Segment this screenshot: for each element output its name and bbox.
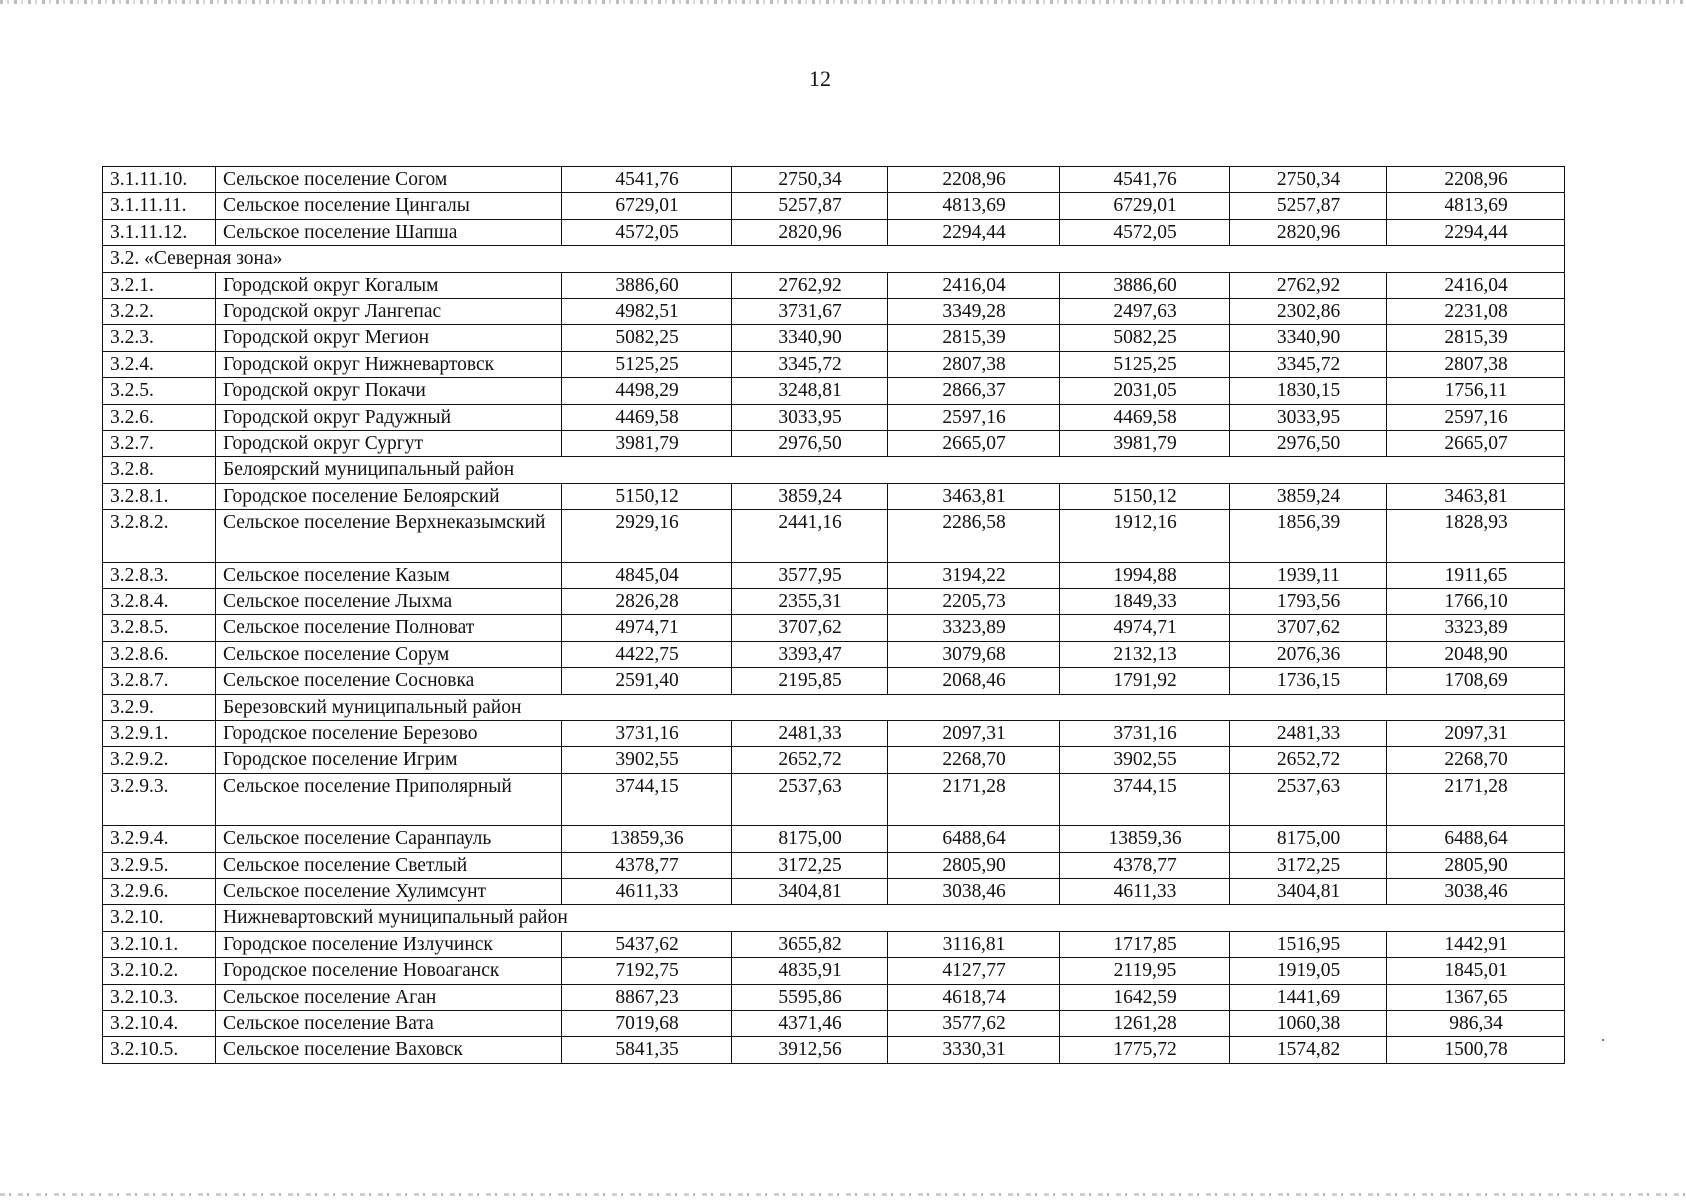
value-cell-1: 5841,35 (562, 1037, 732, 1063)
table-row (103, 720, 1565, 746)
value-cell-2: 5595,86 (732, 984, 888, 1010)
value-cell-1: 5437,62 (562, 931, 732, 957)
value-cell-2: 2481,33 (732, 720, 888, 746)
settlement-name: Сельское поселение Казым (216, 562, 562, 588)
value-cell-2: 5257,87 (732, 193, 888, 219)
value-cell-2: 2537,63 (732, 773, 888, 826)
value-cell-5: 5257,87 (1230, 193, 1387, 219)
value-cell-3: 2097,31 (888, 720, 1060, 746)
value-cell-4: 2119,95 (1060, 958, 1230, 984)
value-cell-3: 3323,89 (888, 615, 1060, 641)
value-cell-6: 4813,69 (1387, 193, 1565, 219)
value-cell-2: 3731,67 (732, 298, 888, 324)
row-code: 3.2.6. (103, 404, 216, 430)
value-cell-1: 4498,29 (562, 378, 732, 404)
value-cell-4: 1791,92 (1060, 668, 1230, 694)
value-cell-4: 5082,25 (1060, 325, 1230, 351)
row-code: 3.2.10.2. (103, 958, 216, 984)
value-cell-3: 3079,68 (888, 641, 1060, 667)
table-row (103, 773, 1565, 826)
value-cell-4: 2132,13 (1060, 641, 1230, 667)
value-cell-3: 2294,44 (888, 219, 1060, 245)
row-code: 3.2.8.6. (103, 641, 216, 667)
value-cell-3: 3038,46 (888, 878, 1060, 904)
value-cell-5: 1856,39 (1230, 510, 1387, 563)
row-code: 3.2.8.4. (103, 588, 216, 614)
value-cell-2: 2820,96 (732, 219, 888, 245)
value-cell-6: 2097,31 (1387, 720, 1565, 746)
value-cell-6: 1845,01 (1387, 958, 1565, 984)
group-row (103, 905, 1565, 931)
row-code: 3.2.9.6. (103, 878, 216, 904)
value-cell-4: 4974,71 (1060, 615, 1230, 641)
value-cell-1: 5082,25 (562, 325, 732, 351)
value-cell-6: 986,34 (1387, 1010, 1565, 1036)
value-cell-4: 4611,33 (1060, 878, 1230, 904)
settlement-name: Сельское поселение Полноват (216, 615, 562, 641)
value-cell-6: 3463,81 (1387, 483, 1565, 509)
value-cell-2: 2355,31 (732, 588, 888, 614)
row-code: 3.2.8.1. (103, 483, 216, 509)
value-cell-1: 4422,75 (562, 641, 732, 667)
group-row (103, 694, 1565, 720)
value-cell-1: 8867,23 (562, 984, 732, 1010)
row-code: 3.2.9.2. (103, 747, 216, 773)
value-cell-2: 3340,90 (732, 325, 888, 351)
value-cell-1: 4378,77 (562, 852, 732, 878)
value-cell-6: 1708,69 (1387, 668, 1565, 694)
settlement-name: Городской округ Когалым (216, 272, 562, 298)
value-cell-5: 1060,38 (1230, 1010, 1387, 1036)
value-cell-2: 4835,91 (732, 958, 888, 984)
value-cell-3: 2815,39 (888, 325, 1060, 351)
value-cell-4: 4378,77 (1060, 852, 1230, 878)
value-cell-4: 1642,59 (1060, 984, 1230, 1010)
value-cell-1: 3731,16 (562, 720, 732, 746)
row-code: 3.2.8.3. (103, 562, 216, 588)
value-cell-3: 2268,70 (888, 747, 1060, 773)
value-cell-1: 7192,75 (562, 958, 732, 984)
value-cell-5: 1441,69 (1230, 984, 1387, 1010)
value-cell-6: 2294,44 (1387, 219, 1565, 245)
value-cell-6: 1911,65 (1387, 562, 1565, 588)
settlement-name: Городское поселение Белоярский (216, 483, 562, 509)
table-row (103, 430, 1565, 456)
value-cell-2: 4371,46 (732, 1010, 888, 1036)
value-cell-2: 2750,34 (732, 167, 888, 193)
value-cell-4: 1775,72 (1060, 1037, 1230, 1063)
value-cell-1: 3744,15 (562, 773, 732, 826)
value-cell-4: 2497,63 (1060, 298, 1230, 324)
value-cell-6: 2805,90 (1387, 852, 1565, 878)
settlement-name: Сельское поселение Вата (216, 1010, 562, 1036)
settlement-name: Городское поселение Новоаганск (216, 958, 562, 984)
value-cell-4: 3731,16 (1060, 720, 1230, 746)
value-cell-5: 3859,24 (1230, 483, 1387, 509)
value-cell-4: 3902,55 (1060, 747, 1230, 773)
value-cell-5: 3404,81 (1230, 878, 1387, 904)
value-cell-2: 3393,47 (732, 641, 888, 667)
value-cell-2: 3859,24 (732, 483, 888, 509)
table-row (103, 193, 1565, 219)
value-cell-2: 3707,62 (732, 615, 888, 641)
value-cell-2: 3345,72 (732, 351, 888, 377)
value-cell-4: 1849,33 (1060, 588, 1230, 614)
value-cell-6: 3323,89 (1387, 615, 1565, 641)
settlement-name: Сельское поселение Светлый (216, 852, 562, 878)
value-cell-6: 2807,38 (1387, 351, 1565, 377)
settlement-name: Сельское поселение Лыхма (216, 588, 562, 614)
value-cell-2: 3404,81 (732, 878, 888, 904)
section-label: 3.2. «Северная зона» (103, 246, 1565, 272)
settlement-name: Городской округ Нижневартовск (216, 351, 562, 377)
value-cell-1: 4541,76 (562, 167, 732, 193)
value-cell-3: 4618,74 (888, 984, 1060, 1010)
value-cell-1: 2929,16 (562, 510, 732, 563)
settlement-name: Городское поселение Излучинск (216, 931, 562, 957)
settlement-name: Сельское поселение Цингалы (216, 193, 562, 219)
row-code: 3.2.8. (103, 457, 216, 483)
row-code: 3.1.11.10. (103, 167, 216, 193)
row-code: 3.2.9.3. (103, 773, 216, 826)
row-code: 3.2.9. (103, 694, 216, 720)
value-cell-3: 3577,62 (888, 1010, 1060, 1036)
value-cell-5: 1793,56 (1230, 588, 1387, 614)
table-row (103, 272, 1565, 298)
row-code: 3.2.9.4. (103, 826, 216, 852)
value-cell-5: 1516,95 (1230, 931, 1387, 957)
table-row (103, 1010, 1565, 1036)
settlement-name: Сельское поселение Хулимсунт (216, 878, 562, 904)
value-cell-4: 5150,12 (1060, 483, 1230, 509)
value-cell-4: 6729,01 (1060, 193, 1230, 219)
value-cell-5: 2976,50 (1230, 430, 1387, 456)
table-row (103, 878, 1565, 904)
table-row (103, 931, 1565, 957)
value-cell-6: 2231,08 (1387, 298, 1565, 324)
row-code: 3.2.2. (103, 298, 216, 324)
scan-speck (1602, 1039, 1604, 1041)
value-cell-4: 3744,15 (1060, 773, 1230, 826)
settlement-name: Сельское поселение Сорум (216, 641, 562, 667)
value-cell-2: 8175,00 (732, 826, 888, 852)
value-cell-5: 1736,15 (1230, 668, 1387, 694)
value-cell-5: 3172,25 (1230, 852, 1387, 878)
value-cell-1: 4469,58 (562, 404, 732, 430)
settlement-name: Сельское поселение Согом (216, 167, 562, 193)
settlement-name: Сельское поселение Верхнеказымский (216, 510, 562, 563)
value-cell-1: 4845,04 (562, 562, 732, 588)
value-cell-1: 2826,28 (562, 588, 732, 614)
table-row (103, 325, 1565, 351)
row-code: 3.2.8.7. (103, 668, 216, 694)
group-name: Белоярский муниципальный район (216, 457, 1565, 483)
value-cell-5: 2537,63 (1230, 773, 1387, 826)
group-name: Березовский муниципальный район (216, 694, 1565, 720)
settlement-name: Городской округ Мегион (216, 325, 562, 351)
value-cell-3: 4813,69 (888, 193, 1060, 219)
value-cell-5: 2652,72 (1230, 747, 1387, 773)
value-cell-3: 2068,46 (888, 668, 1060, 694)
row-code: 3.1.11.12. (103, 219, 216, 245)
value-cell-1: 3886,60 (562, 272, 732, 298)
value-cell-6: 2268,70 (1387, 747, 1565, 773)
value-cell-3: 2805,90 (888, 852, 1060, 878)
table-row (103, 298, 1565, 324)
value-cell-2: 2195,85 (732, 668, 888, 694)
value-cell-3: 3330,31 (888, 1037, 1060, 1063)
value-cell-4: 1717,85 (1060, 931, 1230, 957)
row-code: 3.2.8.2. (103, 510, 216, 563)
value-cell-1: 3981,79 (562, 430, 732, 456)
page-number: 12 (809, 66, 831, 91)
scan-edge-top (0, 0, 1686, 4)
settlement-name: Сельское поселение Сосновка (216, 668, 562, 694)
value-cell-1: 2591,40 (562, 668, 732, 694)
value-cell-6: 6488,64 (1387, 826, 1565, 852)
value-cell-5: 3345,72 (1230, 351, 1387, 377)
value-cell-2: 3172,25 (732, 852, 888, 878)
value-cell-5: 2076,36 (1230, 641, 1387, 667)
value-cell-5: 2762,92 (1230, 272, 1387, 298)
value-cell-2: 3577,95 (732, 562, 888, 588)
value-cell-4: 3981,79 (1060, 430, 1230, 456)
value-cell-4: 1912,16 (1060, 510, 1230, 563)
value-cell-6: 1756,11 (1387, 378, 1565, 404)
tariff-table (102, 166, 1565, 1064)
row-code: 3.2.9.5. (103, 852, 216, 878)
value-cell-3: 3194,22 (888, 562, 1060, 588)
row-code: 3.2.9.1. (103, 720, 216, 746)
value-cell-3: 2286,58 (888, 510, 1060, 563)
value-cell-4: 1261,28 (1060, 1010, 1230, 1036)
row-code: 3.2.7. (103, 430, 216, 456)
value-cell-4: 2031,05 (1060, 378, 1230, 404)
value-cell-5: 3033,95 (1230, 404, 1387, 430)
value-cell-4: 4541,76 (1060, 167, 1230, 193)
value-cell-2: 2976,50 (732, 430, 888, 456)
value-cell-3: 2416,04 (888, 272, 1060, 298)
value-cell-5: 1574,82 (1230, 1037, 1387, 1063)
settlement-name: Сельское поселение Шапша (216, 219, 562, 245)
settlement-name: Городской округ Лангепас (216, 298, 562, 324)
scan-edge-bottom (0, 1193, 1686, 1196)
value-cell-5: 2302,86 (1230, 298, 1387, 324)
value-cell-3: 3463,81 (888, 483, 1060, 509)
value-cell-6: 1367,65 (1387, 984, 1565, 1010)
value-cell-1: 3902,55 (562, 747, 732, 773)
table-row (103, 747, 1565, 773)
row-code: 3.2.4. (103, 351, 216, 377)
value-cell-6: 1500,78 (1387, 1037, 1565, 1063)
value-cell-1: 4974,71 (562, 615, 732, 641)
value-cell-3: 2171,28 (888, 773, 1060, 826)
value-cell-6: 2208,96 (1387, 167, 1565, 193)
row-code: 3.2.1. (103, 272, 216, 298)
value-cell-2: 3655,82 (732, 931, 888, 957)
value-cell-6: 1766,10 (1387, 588, 1565, 614)
value-cell-1: 5125,25 (562, 351, 732, 377)
value-cell-6: 3038,46 (1387, 878, 1565, 904)
settlement-name: Сельское поселение Приполярный (216, 773, 562, 826)
value-cell-6: 2815,39 (1387, 325, 1565, 351)
value-cell-5: 3707,62 (1230, 615, 1387, 641)
value-cell-5: 2820,96 (1230, 219, 1387, 245)
table-row (103, 351, 1565, 377)
table-row (103, 668, 1565, 694)
value-cell-3: 3349,28 (888, 298, 1060, 324)
table-row (103, 1037, 1565, 1063)
value-cell-1: 5150,12 (562, 483, 732, 509)
value-cell-6: 2416,04 (1387, 272, 1565, 298)
table-row (103, 958, 1565, 984)
section-row (103, 246, 1565, 272)
value-cell-4: 4469,58 (1060, 404, 1230, 430)
group-name: Нижневартовский муниципальный район (216, 905, 1565, 931)
value-cell-5: 3340,90 (1230, 325, 1387, 351)
group-row (103, 457, 1565, 483)
value-cell-3: 2866,37 (888, 378, 1060, 404)
value-cell-1: 13859,36 (562, 826, 732, 852)
value-cell-1: 4572,05 (562, 219, 732, 245)
table-row (103, 641, 1565, 667)
row-code: 3.2.8.5. (103, 615, 216, 641)
value-cell-2: 3033,95 (732, 404, 888, 430)
settlement-name: Сельское поселение Ваховск (216, 1037, 562, 1063)
value-cell-3: 2597,16 (888, 404, 1060, 430)
settlement-name: Городское поселение Березово (216, 720, 562, 746)
row-code: 3.2.10.4. (103, 1010, 216, 1036)
value-cell-3: 4127,77 (888, 958, 1060, 984)
value-cell-2: 3248,81 (732, 378, 888, 404)
value-cell-6: 1442,91 (1387, 931, 1565, 957)
settlement-name: Сельское поселение Аган (216, 984, 562, 1010)
value-cell-1: 4982,51 (562, 298, 732, 324)
value-cell-3: 6488,64 (888, 826, 1060, 852)
value-cell-6: 1828,93 (1387, 510, 1565, 563)
value-cell-4: 5125,25 (1060, 351, 1230, 377)
value-cell-3: 3116,81 (888, 931, 1060, 957)
value-cell-1: 4611,33 (562, 878, 732, 904)
value-cell-2: 3912,56 (732, 1037, 888, 1063)
value-cell-5: 1939,11 (1230, 562, 1387, 588)
value-cell-5: 1919,05 (1230, 958, 1387, 984)
value-cell-6: 2597,16 (1387, 404, 1565, 430)
table-row (103, 378, 1565, 404)
table-row (103, 562, 1565, 588)
value-cell-3: 2807,38 (888, 351, 1060, 377)
value-cell-5: 2481,33 (1230, 720, 1387, 746)
value-cell-6: 2048,90 (1387, 641, 1565, 667)
row-code: 3.2.3. (103, 325, 216, 351)
value-cell-1: 6729,01 (562, 193, 732, 219)
value-cell-5: 8175,00 (1230, 826, 1387, 852)
table-row (103, 615, 1565, 641)
row-code: 3.2.10. (103, 905, 216, 931)
table-row (103, 167, 1565, 193)
settlement-name: Городской округ Радужный (216, 404, 562, 430)
table-row (103, 852, 1565, 878)
row-code: 3.2.10.1. (103, 931, 216, 957)
value-cell-2: 2762,92 (732, 272, 888, 298)
value-cell-6: 2665,07 (1387, 430, 1565, 456)
table-row (103, 483, 1565, 509)
row-code: 3.2.10.3. (103, 984, 216, 1010)
table-row (103, 826, 1565, 852)
value-cell-4: 13859,36 (1060, 826, 1230, 852)
value-cell-3: 2205,73 (888, 588, 1060, 614)
settlement-name: Городской округ Сургут (216, 430, 562, 456)
value-cell-2: 2652,72 (732, 747, 888, 773)
table-row (103, 510, 1565, 563)
value-cell-2: 2441,16 (732, 510, 888, 563)
row-code: 3.1.11.11. (103, 193, 216, 219)
value-cell-5: 2750,34 (1230, 167, 1387, 193)
table-row (103, 404, 1565, 430)
value-cell-3: 2208,96 (888, 167, 1060, 193)
table-row (103, 219, 1565, 245)
value-cell-3: 2665,07 (888, 430, 1060, 456)
settlement-name: Сельское поселение Саранпауль (216, 826, 562, 852)
settlement-name: Городское поселение Игрим (216, 747, 562, 773)
table-body (103, 167, 1565, 1064)
value-cell-5: 1830,15 (1230, 378, 1387, 404)
row-code: 3.2.10.5. (103, 1037, 216, 1063)
table-row (103, 984, 1565, 1010)
value-cell-4: 4572,05 (1060, 219, 1230, 245)
settlement-name: Городской округ Покачи (216, 378, 562, 404)
value-cell-1: 7019,68 (562, 1010, 732, 1036)
table-row (103, 588, 1565, 614)
value-cell-6: 2171,28 (1387, 773, 1565, 826)
value-cell-4: 3886,60 (1060, 272, 1230, 298)
row-code: 3.2.5. (103, 378, 216, 404)
value-cell-4: 1994,88 (1060, 562, 1230, 588)
